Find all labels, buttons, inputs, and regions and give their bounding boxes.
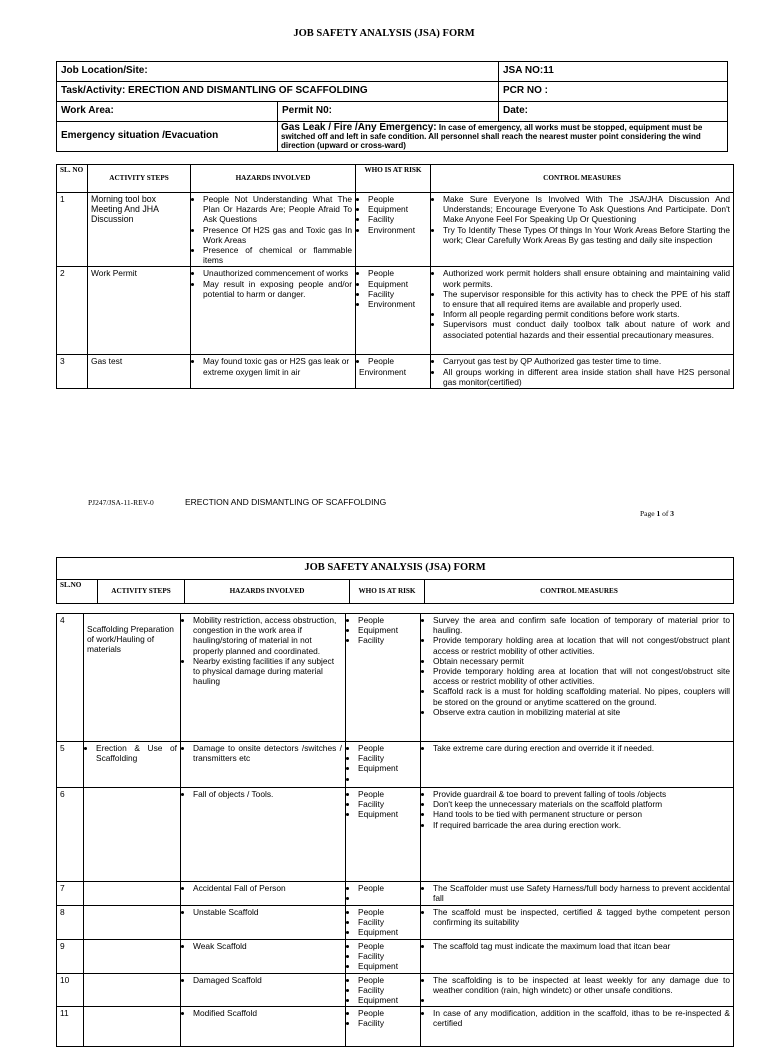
header-who-at-risk: WHO IS AT RISK: [350, 580, 425, 604]
who-item: • People: [358, 975, 417, 985]
jsa-table-page1: [56, 164, 734, 389]
who-item: • Facility: [358, 753, 417, 763]
row-who: [356, 193, 431, 267]
header-activity-steps: ACTIVITY STEPS: [88, 165, 191, 193]
who-item: • People: [368, 268, 427, 278]
header-hazards: HAZARDS INVOLVED: [185, 580, 350, 604]
row-activity: [84, 1007, 181, 1047]
control-item: • Provide temporary holding area at location that will not congest/obstruct site access or restrict mobility of other activities.: [433, 666, 730, 686]
who-item: • Equipment: [368, 279, 427, 289]
who-item: [358, 774, 417, 784]
hazard-item: • May result in exposing people and/or potential to harm or danger.: [203, 279, 352, 299]
row-controls: [431, 193, 734, 267]
row-hazards: [181, 939, 346, 973]
page2-title: JOB SAFETY ANALYSIS (JSA) FORM: [57, 558, 734, 580]
table-row: [57, 1007, 734, 1047]
row-hazards: [181, 614, 346, 742]
emergency-text: In case of emergency, all works must be stopped, equipment must be switched off and left in safe condition. All personnel shall reach the nearest muster point considering the wind direction (upward or cross-ward): [281, 123, 703, 150]
hazard-item: • Fall of objects / Tools.: [193, 789, 342, 799]
who-item: [358, 893, 417, 903]
control-item: • Provide temporary holding area at location that will not congest/obstruct plant access or restrict mobility of other activities.: [433, 635, 730, 655]
who-item: • People: [358, 941, 417, 951]
row-sl: 9: [57, 939, 84, 973]
row-sl: 2: [57, 267, 88, 355]
control-item: • Try To Identify These Types Of things In Your Work Areas Before Starting the work; Clear Carefully Work Areas By gas testing and daily site inspection: [443, 225, 730, 245]
control-item: • Hand tools to be tied with permanent structure or person: [433, 809, 730, 819]
row-hazards: [191, 355, 356, 389]
jsa-number: JSA NO:11: [499, 62, 728, 82]
control-item: • The supervisor responsible for this activity has to check the PPE of his staff to ensure that all required items are available and properly used.: [443, 289, 730, 309]
row-hazards: [191, 267, 356, 355]
permit-number-label: Permit N0:: [278, 102, 499, 122]
row-hazards: [191, 193, 356, 267]
work-area-label: Work Area:: [57, 102, 278, 122]
who-item: • Facility: [368, 289, 427, 299]
page1-title: JOB SAFETY ANALYSIS (JSA) FORM: [293, 28, 475, 39]
control-item: • Don't keep the unnecessary materials on the scaffold platform: [433, 799, 730, 809]
row-activity: [84, 788, 181, 882]
who-item: • Equipment: [358, 995, 417, 1005]
header-control-measures: CONTROL MEASURES: [431, 165, 734, 193]
header-hazards: HAZARDS INVOLVED: [191, 165, 356, 193]
who-item: Environment: [359, 366, 407, 377]
who-item: • Facility: [358, 985, 417, 995]
who-item: • People: [358, 789, 417, 799]
who-item: • People: [358, 883, 417, 893]
control-item: • All groups working in different area inside station shall have H2S personal gas monitor(certified): [443, 367, 730, 387]
control-item: [433, 995, 730, 1005]
who-item: • Equipment: [358, 763, 417, 773]
who-item: • Environment: [368, 299, 427, 309]
page-current: 1: [656, 509, 661, 518]
control-item: • The scaffold tag must indicate the maximum load that itcan bear: [433, 941, 730, 951]
job-info-table: [56, 61, 728, 152]
row-who: [356, 267, 431, 355]
table-row: [57, 882, 734, 906]
who-item: • Equipment: [358, 961, 417, 971]
task-activity: Task/Activity: ERECTION AND DISMANTLING OF SCAFFOLDING: [57, 82, 499, 102]
job-location-label: Job Location/Site:: [57, 62, 499, 82]
who-item: • People: [358, 743, 417, 753]
row-activity: Scaffolding Preparation of work/Hauling of materials: [84, 614, 181, 742]
page-word: Page: [640, 509, 657, 518]
who-item: • People: [358, 1008, 417, 1018]
header-sl-no: SL. NO: [57, 165, 88, 193]
header-activity-steps: ACTIVITY STEPS: [98, 580, 185, 604]
row-hazards: [181, 1007, 346, 1047]
emergency-description: [278, 122, 728, 152]
row-sl: 4: [57, 614, 84, 742]
row-controls: [421, 906, 734, 940]
control-item: • Authorized work permit holders shall ensure obtaining and maintaining valid work permits.: [443, 268, 730, 288]
control-item: • Carryout gas test by QP Authorized gas tester time to time.: [443, 356, 730, 366]
table-row: [57, 939, 734, 973]
control-item: • The scaffolding is to be inspected at least weekly for any damage due to weather condition (rain, high windetc) or other unsafe conditions.: [433, 975, 730, 995]
row-controls: [421, 882, 734, 906]
control-item: • In case of any modification, addition in the scaffold, ithas to be re-inspected & certified: [433, 1008, 730, 1028]
control-item: • The scaffold must be inspected, certified & tagged bythe competent person confirming its suitability: [433, 907, 730, 927]
who-item: • Facility: [368, 214, 427, 224]
page-of: of: [660, 509, 671, 518]
who-item: • People: [358, 615, 417, 625]
hazard-item: • Damaged Scaffold: [193, 975, 342, 985]
row-activity: [84, 906, 181, 940]
row-who: [346, 882, 421, 906]
page-total: 3: [670, 509, 674, 518]
row-activity: Gas test: [88, 355, 191, 389]
who-item: • People: [368, 194, 427, 204]
who-item: • Environment: [368, 225, 427, 235]
control-item: • Survey the area and confirm safe location of temporary of material prior to hauling.: [433, 615, 730, 635]
who-item: • Equipment: [358, 625, 417, 635]
control-item: • Supervisors must conduct daily toolbox talk about nature of work and associated potential hazards and their essential precautionary measures.: [443, 319, 730, 339]
who-item: • Facility: [358, 799, 417, 809]
who-item: • Facility: [358, 951, 417, 961]
row-sl: 10: [57, 973, 84, 1007]
row-sl: 1: [57, 193, 88, 267]
footer-code: PJ247/JSA-11-REV-0: [88, 498, 154, 507]
control-item: • Observe extra caution in mobilizing material at site: [433, 707, 730, 717]
row-who: [346, 939, 421, 973]
control-item: • The Scaffolder must use Safety Harness/full body harness to prevent accidental fall: [433, 883, 730, 903]
row-controls: [431, 267, 734, 355]
footer-doc-code: [88, 498, 154, 507]
hazard-item: • Damage to onsite detectors /switches / transmitters etc: [193, 743, 342, 763]
row-sl: 6: [57, 788, 84, 882]
jsa-table-page2: [56, 613, 734, 1047]
row-sl: 8: [57, 906, 84, 940]
row-who: [346, 614, 421, 742]
row-activity: [84, 742, 181, 788]
row-sl: 11: [57, 1007, 84, 1047]
control-item: • If required barricade the area during erection work.: [433, 820, 730, 830]
table-row: [57, 614, 734, 742]
hazard-item: • Unstable Scaffold: [193, 907, 342, 917]
row-controls: [421, 788, 734, 882]
hazard-item: • People Not Understanding What The Plan Or Hazards Are; People Afraid To Ask Questions: [203, 194, 352, 225]
who-item: • Facility: [358, 635, 417, 645]
control-item: • Take extreme care during erection and override it if needed.: [433, 743, 730, 753]
who-item: • People: [358, 907, 417, 917]
jsa-table-page2-header: [56, 557, 734, 604]
row-who: [346, 742, 421, 788]
who-item: • People: [368, 356, 427, 366]
header-sl-no: SL.NO: [57, 580, 98, 604]
header-control-measures: CONTROL MEASURES: [425, 580, 734, 604]
control-item: • Provide guardrail & toe board to prevent falling of tools /objects: [433, 789, 730, 799]
row-hazards: [181, 882, 346, 906]
row-sl: 3: [57, 355, 88, 389]
hazard-item: • May found toxic gas or H2S gas leak or extreme oxygen limit in air: [203, 356, 352, 376]
hazard-item: • Presence of chemical or flammable items: [203, 245, 352, 265]
row-hazards: [181, 788, 346, 882]
who-item: • Equipment: [368, 204, 427, 214]
row-controls: [421, 742, 734, 788]
row-sl: 5: [57, 742, 84, 788]
table-row: [57, 742, 734, 788]
header-who-at-risk: WHO IS AT RISK: [356, 165, 431, 193]
hazard-item: • Nearby existing facilities if any subject to physical damage during material hauling: [193, 656, 342, 687]
page-number: [640, 509, 674, 518]
table-row: [57, 973, 734, 1007]
table-row: [57, 906, 734, 940]
row-controls: [421, 614, 734, 742]
row-who: [356, 355, 431, 389]
row-controls: [421, 939, 734, 973]
row-who: [346, 906, 421, 940]
table-row: [57, 788, 734, 882]
who-item: • Facility: [358, 917, 417, 927]
control-item: • Make Sure Everyone Is Involved With The JSA/JHA Discussion And Understands; Encourage Everyone To Ask Questions And Participate. Don't Make Anyone Feel For Speaking Up Or Questioning: [443, 194, 730, 225]
date-label: Date:: [499, 102, 728, 122]
hazard-item: • Mobility restriction, access obstruction, congestion in the work area if hauling/storing of material in not properly planned and coordinated.: [193, 615, 342, 656]
row-activity: Morning tool box Meeting And JHA Discussion: [88, 193, 191, 267]
hazard-item: • Unauthorized commencement of works: [203, 268, 352, 278]
row-who: [346, 973, 421, 1007]
table-row: [57, 267, 734, 355]
who-item: • Facility: [358, 1018, 417, 1028]
emergency-label: Emergency situation /Evacuation: [57, 122, 278, 152]
control-item: • Inform all people regarding permit conditions before work starts.: [443, 309, 730, 319]
row-activity: [84, 882, 181, 906]
row-who: [346, 788, 421, 882]
row-hazards: [181, 742, 346, 788]
row-activity: [84, 973, 181, 1007]
footer-doc-title: ERECTION AND DISMANTLING OF SCAFFOLDING: [185, 497, 387, 507]
control-item: • Scaffold rack is a must for holding scaffolding material. No pipes, couplers will be stored on the ground or anytime scattered on the ground.: [433, 686, 730, 706]
row-who: [346, 1007, 421, 1047]
control-item: • Obtain necessary permit: [433, 656, 730, 666]
row-sl: 7: [57, 882, 84, 906]
row-activity: [84, 939, 181, 973]
emergency-title: Gas Leak / Fire /Any Emergency:: [281, 122, 437, 133]
hazard-item: • Weak Scaffold: [193, 941, 342, 951]
table-row: [57, 355, 734, 389]
hazard-item: • Accidental Fall of Person: [193, 883, 342, 893]
row-activity: Work Permit: [88, 267, 191, 355]
row-controls: [421, 973, 734, 1007]
pcr-number: PCR NO :: [499, 82, 728, 102]
table-row: [57, 193, 734, 267]
row-controls: [431, 355, 734, 389]
who-item: • Equipment: [358, 927, 417, 937]
who-item: • Equipment: [358, 809, 417, 819]
activity-item: • Erection & Use of Scaffolding: [96, 743, 177, 763]
row-hazards: [181, 973, 346, 1007]
row-hazards: [181, 906, 346, 940]
row-controls: [421, 1007, 734, 1047]
hazard-item: • Presence Of H2S gas and Toxic gas In Work Areas: [203, 225, 352, 245]
hazard-item: • Modified Scaffold: [193, 1008, 342, 1018]
